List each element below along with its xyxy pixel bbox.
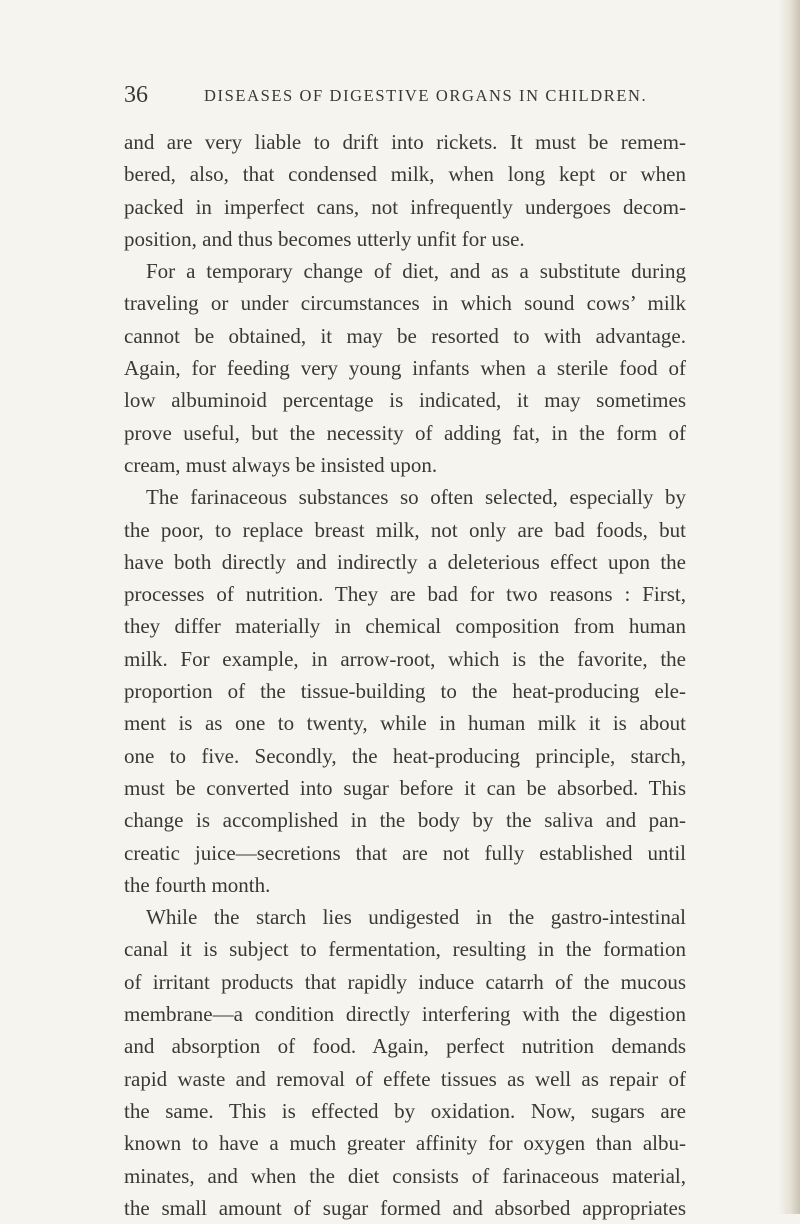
- text-line: position, and thus becomes utterly unfit for use.: [124, 226, 525, 251]
- text-line: canal it is subject to fermentation, resulting in the formation: [124, 937, 686, 962]
- page-edge-shadow: [778, 0, 800, 1214]
- text-line: proportion of the tissue-building to the heat-producing ele-: [124, 679, 686, 704]
- text-line: Again, for feeding very young infants when a sterile food of: [124, 356, 686, 381]
- page-header: [124, 80, 684, 110]
- running-head: DISEASES OF DIGESTIVE ORGANS IN CHILDREN.: [204, 86, 648, 105]
- text-line: of irritant products that rapidly induce catarrh of the mucous: [124, 969, 686, 994]
- text-line: packed in imperfect cans, not infrequently undergoes decom-: [124, 194, 686, 219]
- text-line: they differ materially in chemical composition from human: [124, 614, 686, 639]
- page-number: 36: [124, 82, 148, 108]
- text-line: low albuminoid percentage is indicated, it may sometimes: [124, 388, 686, 413]
- text-line: membrane—a condition directly interfering with the digestion: [124, 1002, 686, 1027]
- text-line: have both directly and indirectly a deleterious effect upon the: [124, 549, 686, 574]
- text-line: While the starch lies undigested in the gastro-intestinal: [146, 905, 686, 930]
- text-line: minates, and when the diet consists of farinaceous material,: [124, 1163, 686, 1188]
- text-line: the same. This is effected by oxidation. Now, sugars are: [124, 1098, 686, 1123]
- text-line: bered, also, that condensed milk, when long kept or when: [124, 162, 686, 187]
- text-line: cream, must always be insisted upon.: [124, 452, 438, 477]
- body-text: [124, 126, 686, 1224]
- text-line: ment is as one to twenty, while in human milk it is about: [124, 711, 686, 736]
- text-line: prove useful, but the necessity of adding fat, in the form of: [124, 420, 686, 445]
- text-line: milk. For example, in arrow-root, which is the favorite, the: [124, 646, 686, 671]
- text-line: For a temporary change of diet, and as a substitute during: [146, 259, 686, 284]
- text-line: creatic juice—secretions that are not fully established until: [124, 840, 686, 865]
- text-line: one to five. Secondly, the heat-producing principle, starch,: [124, 743, 686, 768]
- text-line: and absorption of food. Again, perfect nutrition demands: [124, 1034, 686, 1059]
- text-line: cannot be obtained, it may be resorted to with advantage.: [124, 323, 686, 348]
- text-line: the fourth month.: [124, 872, 271, 897]
- text-line: change is accomplished in the body by the saliva and pan-: [124, 808, 686, 833]
- text-line: known to have a much greater affinity for oxygen than albu-: [124, 1131, 686, 1156]
- text-line: The farinaceous substances so often selected, especially by: [146, 485, 686, 510]
- text-line: the small amount of sugar formed and absorbed appropriates: [124, 1195, 686, 1220]
- text-line: must be converted into sugar before it can be absorbed. This: [124, 775, 686, 800]
- text-line: traveling or under circumstances in which sound cows’ milk: [124, 291, 686, 316]
- text-line: the poor, to replace breast milk, not only are bad foods, but: [124, 517, 686, 542]
- text-line: rapid waste and removal of effete tissues as well as repair of: [124, 1066, 686, 1091]
- text-line: processes of nutrition. They are bad for two reasons : First,: [124, 582, 686, 607]
- text-line: and are very liable to drift into rickets. It must be remem-: [124, 130, 686, 154]
